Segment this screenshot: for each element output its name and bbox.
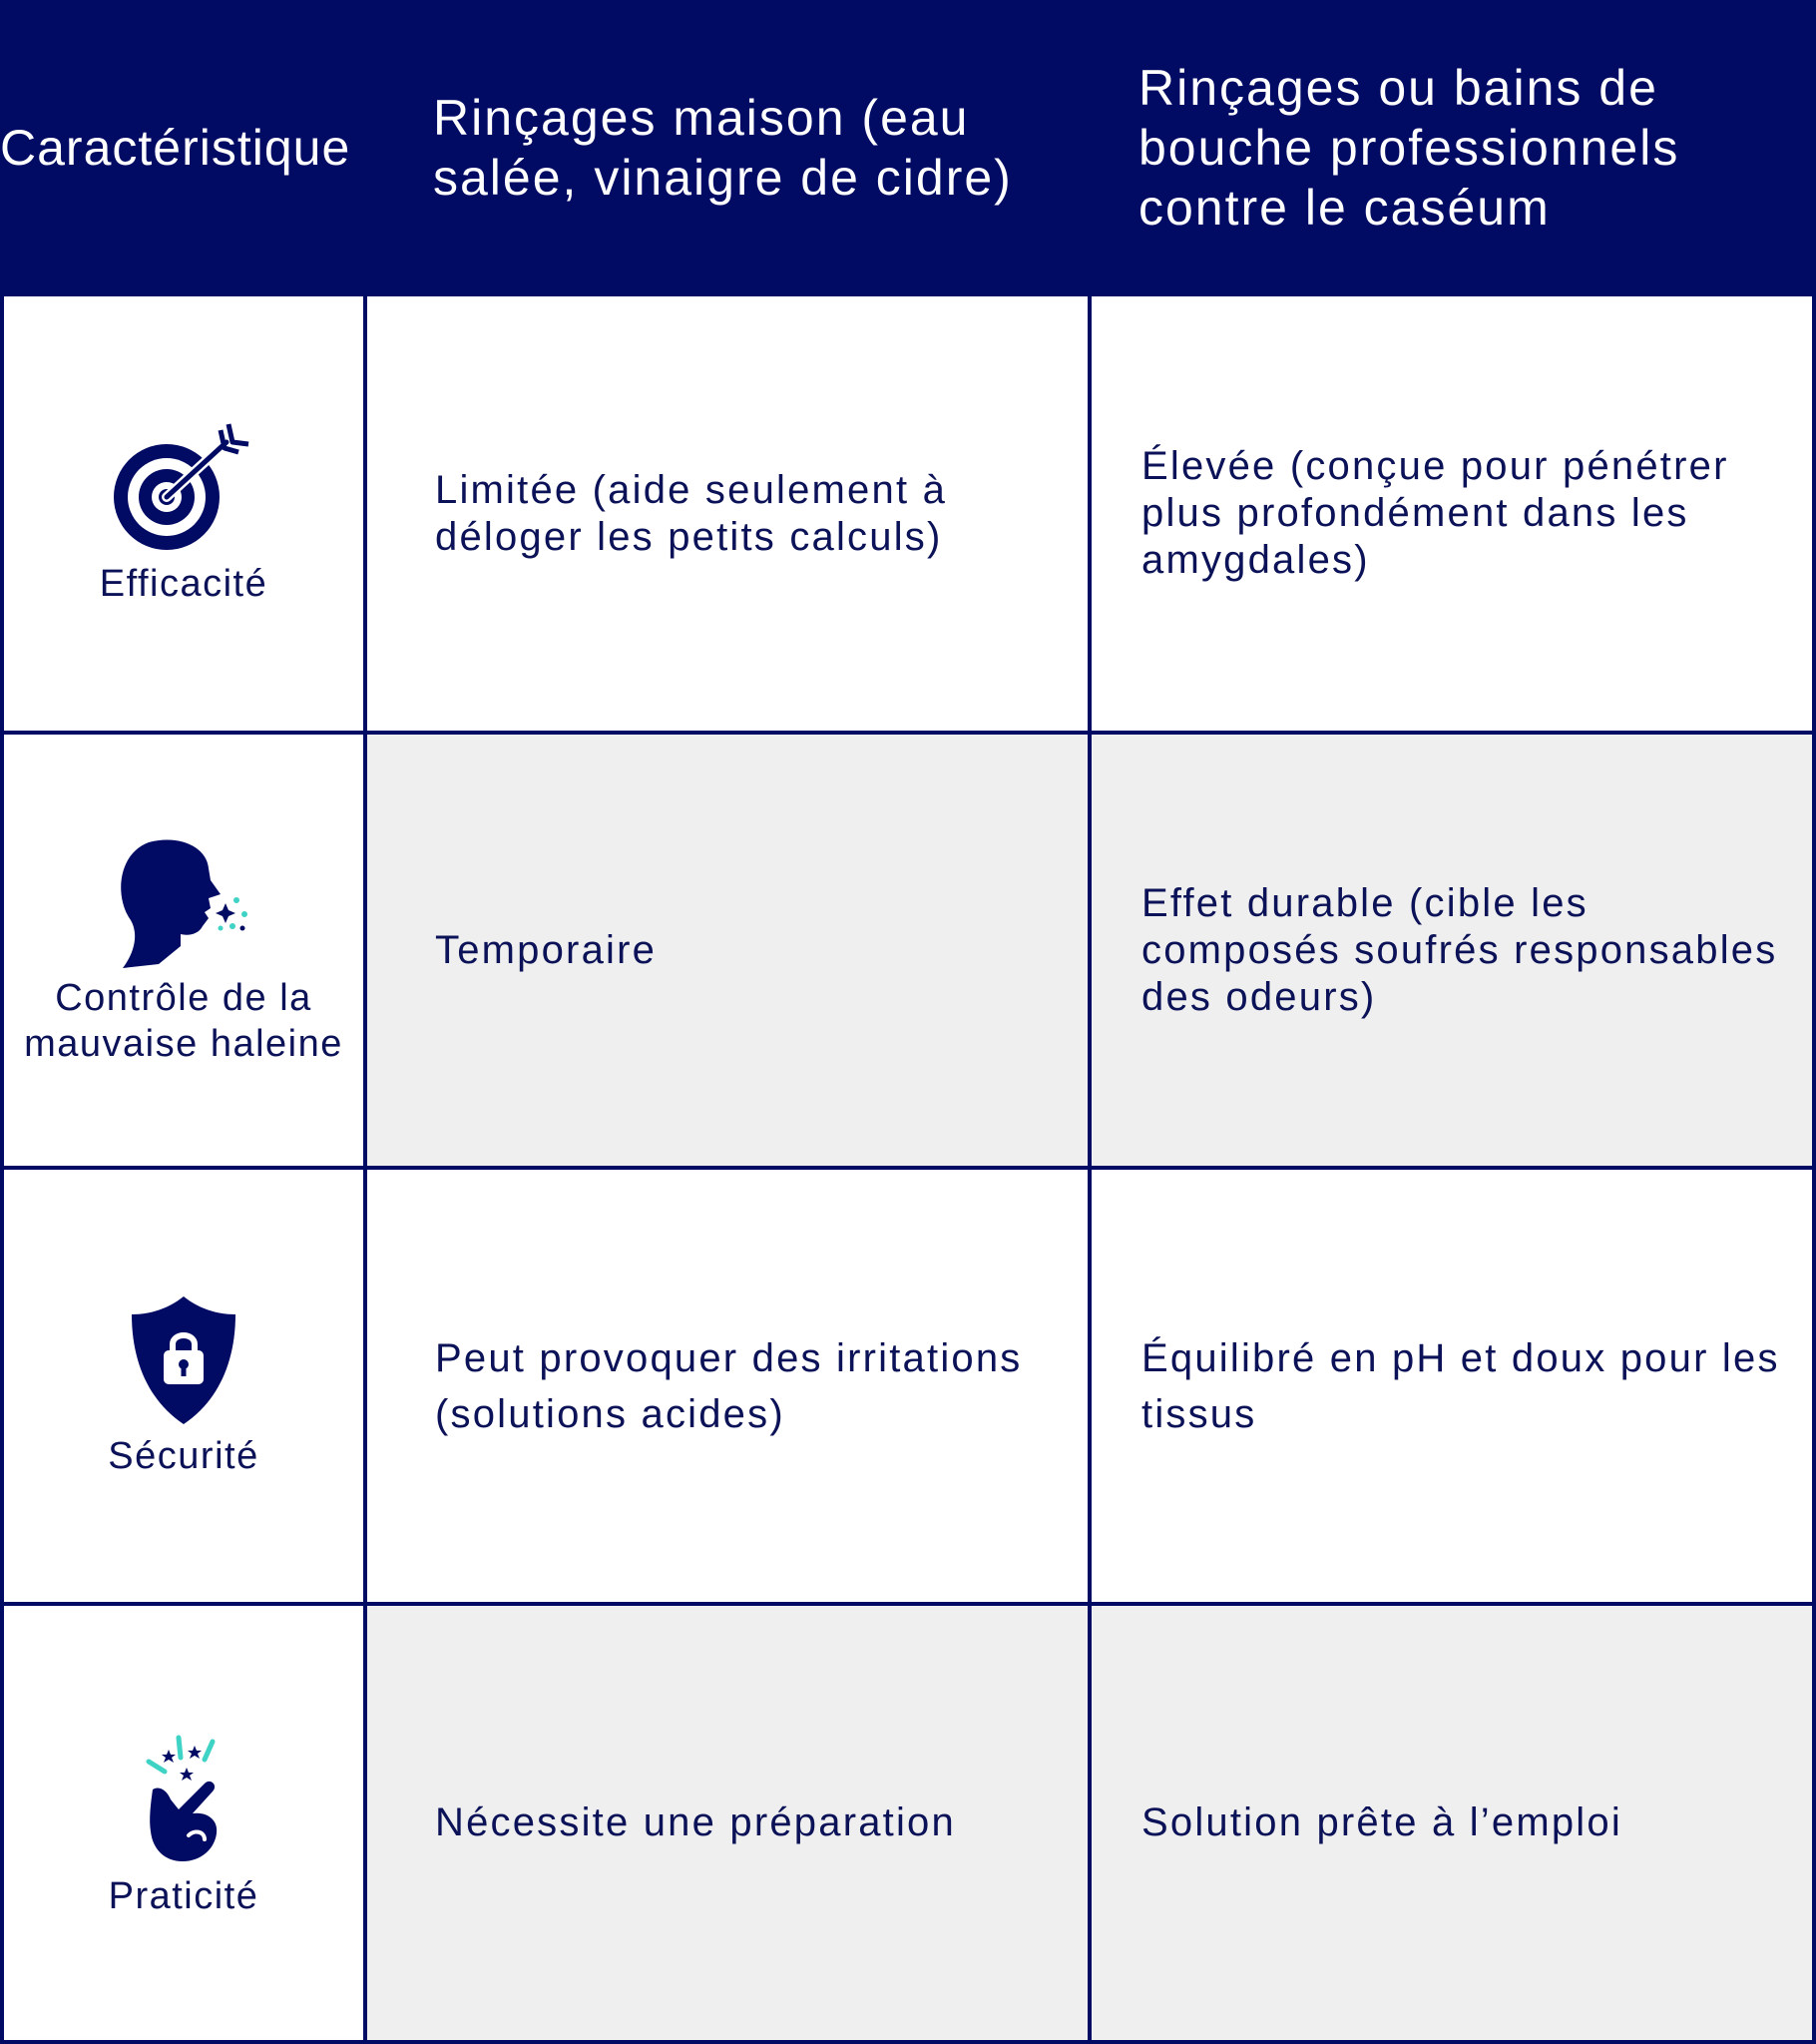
professional-rinse-cell bbox=[1088, 1602, 1816, 2044]
cell-text: Temporaire bbox=[435, 927, 658, 972]
table-row bbox=[0, 731, 1816, 1170]
cell-text: Solution prête à l’emploi bbox=[1141, 1800, 1622, 1844]
target-arrow-icon bbox=[109, 420, 258, 555]
home-rinse-cell bbox=[363, 1602, 1092, 2044]
feature-label: Efficacité bbox=[99, 563, 268, 605]
cell-text: Équilibré en pH et doux pour les tissus bbox=[1141, 1335, 1780, 1436]
home-rinse-cell bbox=[363, 731, 1092, 1170]
feature-cell bbox=[0, 1166, 367, 1606]
header-cell-home-rinses: Rinçages maison (eau salée, vinaigre de cidre) bbox=[433, 89, 1013, 206]
table-header bbox=[0, 0, 1816, 294]
feature-label: Contrôle de la mauvaise haleine bbox=[24, 976, 343, 1065]
cell-text: Effet durable (cible les composés soufrés responsables des odeurs) bbox=[1141, 880, 1778, 1019]
home-rinse-cell bbox=[363, 292, 1092, 735]
table-row bbox=[0, 292, 1816, 735]
table-row bbox=[0, 1166, 1816, 1606]
feature-cell bbox=[0, 1602, 367, 2044]
shield-lock-icon bbox=[109, 1292, 258, 1427]
professional-rinse-cell bbox=[1088, 1166, 1816, 1606]
header-cell-feature: Caractéristique bbox=[0, 119, 351, 176]
cell-text: Peut provoquer des irritations (solutions acides) bbox=[435, 1335, 1023, 1436]
feature-label: Sécurité bbox=[108, 1435, 259, 1477]
head-breath-icon bbox=[109, 834, 258, 969]
home-rinse-cell bbox=[363, 1166, 1092, 1606]
header-cell-professional-rinses: Rinçages ou bains de bouche professionnels contre le caséum bbox=[1138, 59, 1680, 236]
table-row bbox=[0, 1602, 1816, 2044]
professional-rinse-cell bbox=[1088, 292, 1816, 735]
cell-text: Limitée (aide seulement à déloger les petits calculs) bbox=[435, 467, 948, 559]
feature-cell bbox=[0, 731, 367, 1170]
feature-cell bbox=[0, 292, 367, 735]
cell-text: Nécessite une préparation bbox=[435, 1800, 956, 1844]
finger-snap-icon bbox=[109, 1728, 258, 1867]
cell-text: Élevée (conçue pour pénétrer plus profondément dans les amygdales) bbox=[1141, 444, 1729, 582]
feature-label: Praticité bbox=[108, 1874, 259, 1917]
professional-rinse-cell bbox=[1088, 731, 1816, 1170]
